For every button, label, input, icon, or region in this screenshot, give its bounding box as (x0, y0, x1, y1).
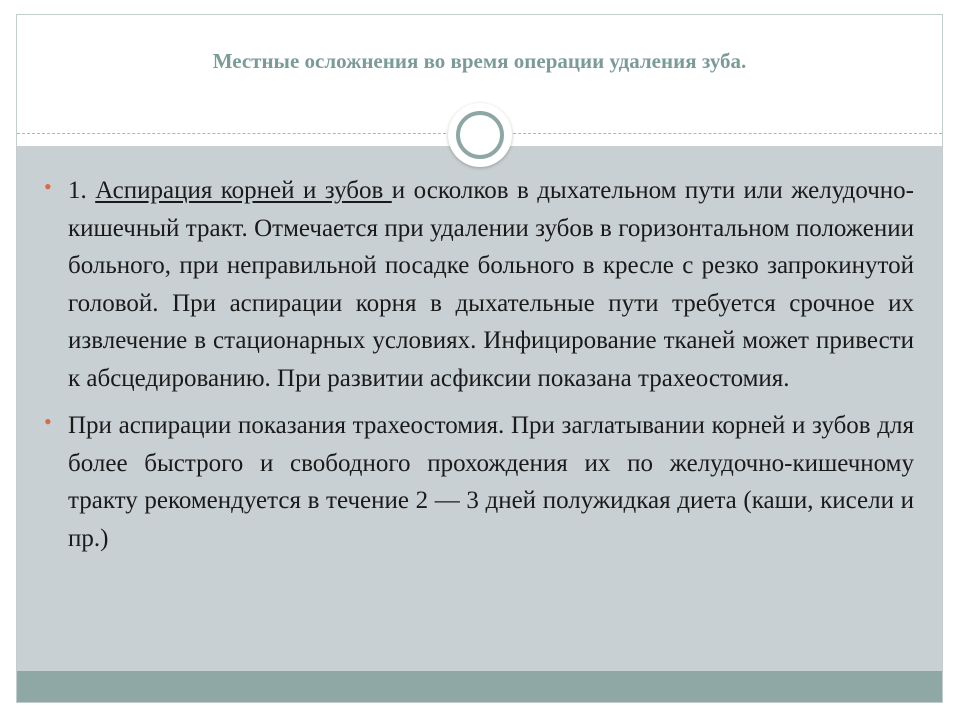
circle-ring-icon (456, 111, 504, 159)
bullet-prefix: 1. (68, 177, 96, 204)
bullet-text: При аспирации показания трахеостомия. При заглатывании корней и зубов для более быстрого и свободного прохождения их по желудочно-кишечному тракту рекомендуется в течение 2 — 3 дней полужидкая диета (каши, кисели и пр.) (68, 412, 914, 552)
bullet-list (44, 172, 914, 567)
footer-bar (17, 671, 942, 702)
bullet-dot-icon: • (44, 174, 52, 199)
bullet-text: и осколков в дыхательном пути или желудочно-кишечный тракт. Отмечается при удалении зубов в горизонтальном положении больного, при неправильной посадке больного в кресле с резко запрокинутой головой. При аспирации корня в дыхательные пути требуется срочное их извлечение в стационарных условиях. Инфицирование тканей может привести к абсцедированию. При развитии асфиксии показана трахеостомия. (68, 177, 915, 392)
bullet-item-swallowing (44, 407, 914, 557)
bullet-item-aspiration (44, 172, 914, 397)
slide-title: Местные осложнения во время операции удаления зуба. (212, 49, 747, 73)
bullet-dot-icon: • (44, 409, 52, 434)
circle-badge (448, 103, 512, 167)
bullet-underlined-term: Аспирация корней и зубов (95, 177, 392, 204)
